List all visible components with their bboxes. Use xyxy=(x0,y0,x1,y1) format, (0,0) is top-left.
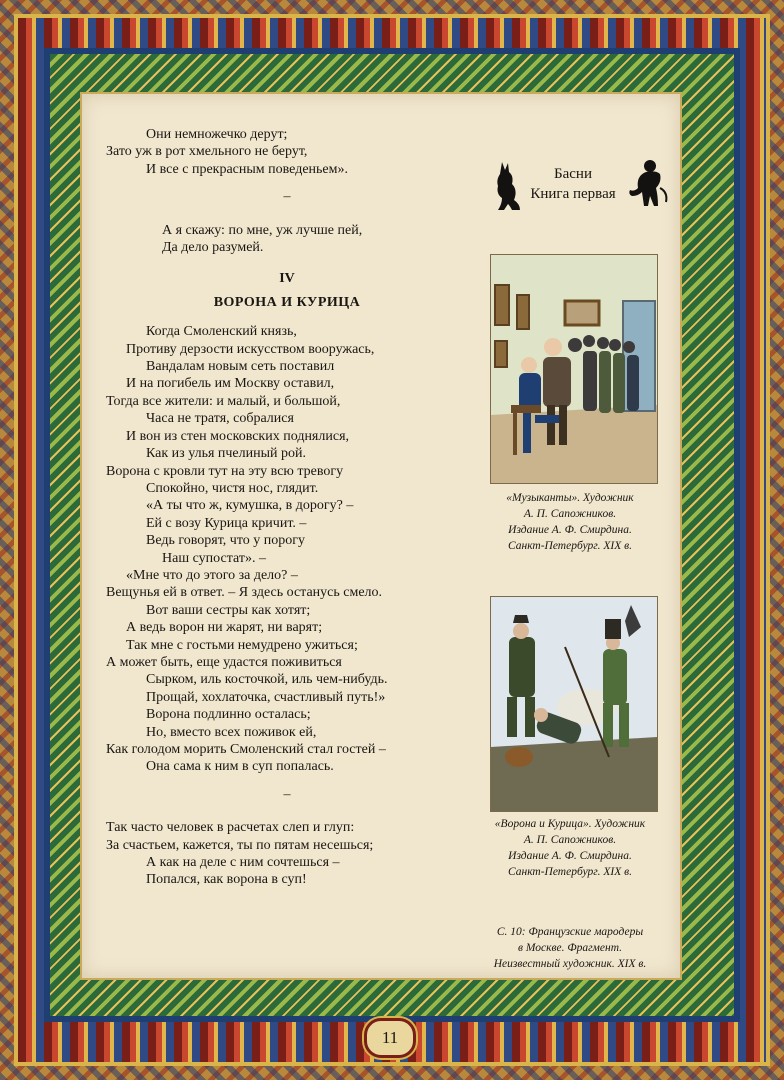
caption-line: С. 10: Французские мародеры xyxy=(496,926,644,938)
poem-line: Да дело разумей. xyxy=(162,240,264,256)
header-line-2: Книга первая xyxy=(530,186,616,202)
poem-line: Как из улья пчелиный рой. xyxy=(146,446,306,462)
poem-line: За счастьем, кажется, ты по пятам несешься; xyxy=(106,837,374,853)
poem-column xyxy=(106,126,468,889)
chapter-title: ВОРОНА И КУРИЦА xyxy=(213,294,361,310)
poem-line: Но, вместо всех поживок ей, xyxy=(146,724,317,740)
crow-and-hen-illustration xyxy=(491,597,657,811)
caption-line: Неизвестный художник. XIX в. xyxy=(493,958,647,970)
poem-line: Вот ваши сестры как хотят; xyxy=(146,602,311,618)
poem-line: Так часто человек в расчетах слеп и глуп: xyxy=(106,820,355,836)
header-label xyxy=(526,164,620,204)
poem-line: Она сама к ним в суп попалась. xyxy=(146,759,334,775)
poem-line: Когда Смоленский князь, xyxy=(146,324,297,340)
poem-line: Наш супостат». – xyxy=(162,550,266,566)
poem-line: Вещунья ей в ответ. – Я здесь останусь смело. xyxy=(106,585,383,601)
poem-line: Зато уж в рот хмельного не берут, xyxy=(106,144,308,160)
poem-line: Так мне с гостьми немудрено ужиться; xyxy=(126,637,358,653)
illustration-musicians xyxy=(490,254,658,484)
poem-line: А может быть, еще удастся поживиться xyxy=(106,654,342,670)
poem-line: Тогда все жители: и малый, и большой, xyxy=(106,393,341,409)
moral-top-stanza xyxy=(106,222,468,257)
poem-line: Вандалам новым сеть поставил xyxy=(146,359,335,375)
poem-line: Ведь говорят, что у порогу xyxy=(146,533,305,549)
separator-dash: – xyxy=(283,189,291,205)
poem-line: А как на деле с ним сочтешься – xyxy=(146,855,340,871)
poem-line: «А ты что ж, кумушка, в дорогу? – xyxy=(146,498,354,514)
caption-line: в Москве. Фрагмент. xyxy=(517,942,623,954)
chapter-number: IV xyxy=(279,271,295,287)
poem-line: Ворона с кровли тут на эту всю тревогу xyxy=(106,463,344,479)
caption-line: Издание А. Ф. Смирдина. xyxy=(508,524,632,536)
poem-line: А ведь ворон ни жарят, ни варят; xyxy=(126,620,323,636)
poem-line: Сырком, иль косточкой, иль чем-нибудь. xyxy=(146,672,388,688)
poem-line: Прощай, хохлаточка, счастливый путь!» xyxy=(146,689,386,705)
poem-line: Как голодом морить Смоленский стал гостей – xyxy=(106,742,386,757)
section-header xyxy=(482,150,672,210)
header-line-1: Басни xyxy=(554,166,592,182)
caption-line: Санкт-Петербург. XIX в. xyxy=(507,866,633,878)
poem-main-stanza xyxy=(106,323,468,776)
caption-crow-and-hen xyxy=(470,816,670,880)
poem-line: Попался, как ворона в суп! xyxy=(146,872,307,888)
poem-line: И все с прекрасным поведеньем». xyxy=(146,161,348,177)
poem-line: И на погибель им Москву оставил, xyxy=(126,376,335,392)
poem-line: А я скажу: по мне, уж лучше пей, xyxy=(162,222,363,238)
separator-dash: – xyxy=(283,786,291,802)
caption-line: «Музыканты». Художник xyxy=(506,492,634,504)
caption-line: А. П. Сапожников. xyxy=(523,508,617,520)
caption-line: «Ворона и Курица». Художник xyxy=(494,818,646,830)
poem-line: И вон из стен московских поднялися, xyxy=(126,428,350,444)
moral-main-stanza xyxy=(106,819,468,889)
caption-line: А. П. Сапожников. xyxy=(523,834,617,846)
monkey-silhouette-icon xyxy=(626,158,668,208)
musicians-illustration xyxy=(491,255,657,483)
poem-line: Часа не тратя, собралися xyxy=(146,411,294,427)
caption-previous-page xyxy=(470,924,670,972)
page-number: 11 xyxy=(364,1018,416,1058)
caption-line: Санкт-Петербург. XIX в. xyxy=(507,540,633,552)
poem-line: Ей с возу Курица кричит. – xyxy=(146,515,307,531)
poem-line: Ворона подлинно осталась; xyxy=(146,707,311,723)
poem-top-stanza xyxy=(106,126,468,178)
poem-line: Спокойно, чистя нос, глядит. xyxy=(146,480,319,496)
poem-line: «Мне что до этого за дело? – xyxy=(126,567,298,583)
caption-line: Издание А. Ф. Смирдина. xyxy=(508,850,632,862)
caption-musicians xyxy=(470,490,670,554)
poem-line: Противу дерзости искусством вооружась, xyxy=(126,341,375,357)
fox-silhouette-icon xyxy=(490,160,522,212)
poem-line: Они немножечко дерут; xyxy=(146,127,288,142)
book-page xyxy=(80,92,682,980)
illustration-crow-and-hen xyxy=(490,596,658,812)
